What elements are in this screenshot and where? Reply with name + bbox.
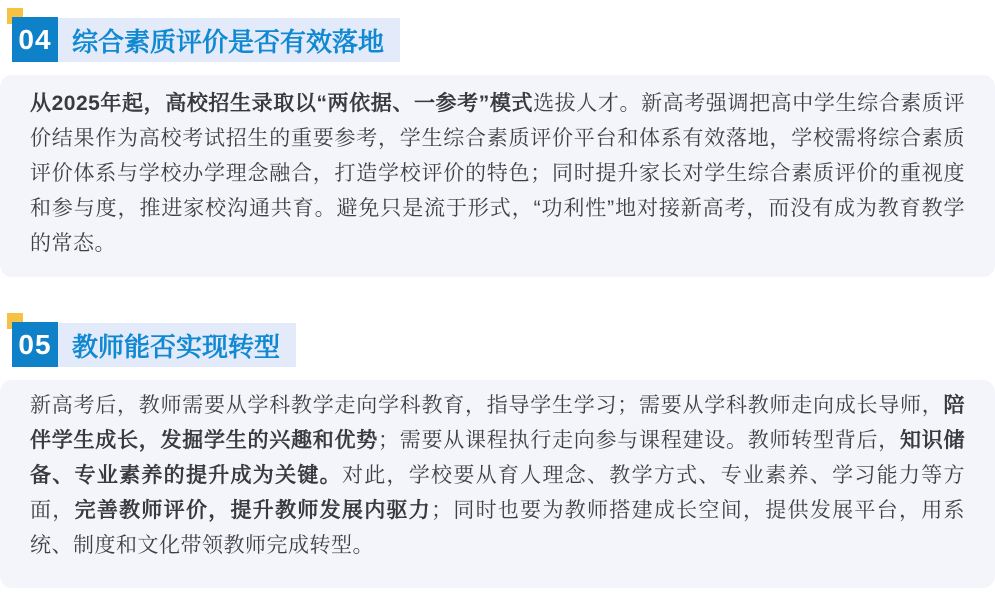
section-05-number-badge: 05	[12, 322, 58, 367]
paragraph-segment: 新高考后，教师需要从学科教学走向学科教育，指导学生学习；需要从学科教师走向成长导师，	[30, 394, 944, 417]
section-04-header	[58, 18, 400, 62]
section-05-paragraph	[30, 388, 965, 563]
paragraph-segment: 选拔人才。新高考强调把高中学生综合素质评价结果作为高校考试招生的重要参考，学生综合素质评价平台和体系有效落地，学校需将综合素质评价体系与学校办学理念融合，打造学校评价的特色；同时提升家长对学生综合素质评价的重视度和参与度，推进家校沟通共育。避免只是流于形式，“功利性”地对接新高考，而没有成为教育教学的常态。	[30, 92, 965, 255]
paragraph-segment: ；同时也要为教师搭建成长空间，提供发展平台，用系统、制度和文化带领教师完成转型。	[30, 499, 966, 557]
paragraph-segment: ；需要从课程执行走向参与课程建设。教师转型背后，	[378, 429, 900, 452]
section-04-paragraph	[30, 86, 965, 261]
paragraph-segment: 对此，学校要从育人理念、教学方式、专业素养、学习能力等方面，	[30, 464, 966, 522]
section-05-title: 教师能否实现转型	[72, 331, 281, 362]
paragraph-segment: 完善教师评价，提升教师发展内驱力	[74, 499, 432, 522]
section-04-number-badge: 04	[12, 17, 58, 62]
section-04-title: 综合素质评价是否有效落地	[72, 26, 385, 57]
section-05-header	[58, 323, 296, 367]
paragraph-segment: 陪伴学生成长，发掘学生的兴趣和优势	[30, 394, 965, 452]
paragraph-segment: 知识储备、专业素养的提升成为关键。	[30, 429, 965, 487]
paragraph-segment: 从2025年起，高校招生录取以“两依据、一参考”模式	[30, 92, 534, 115]
